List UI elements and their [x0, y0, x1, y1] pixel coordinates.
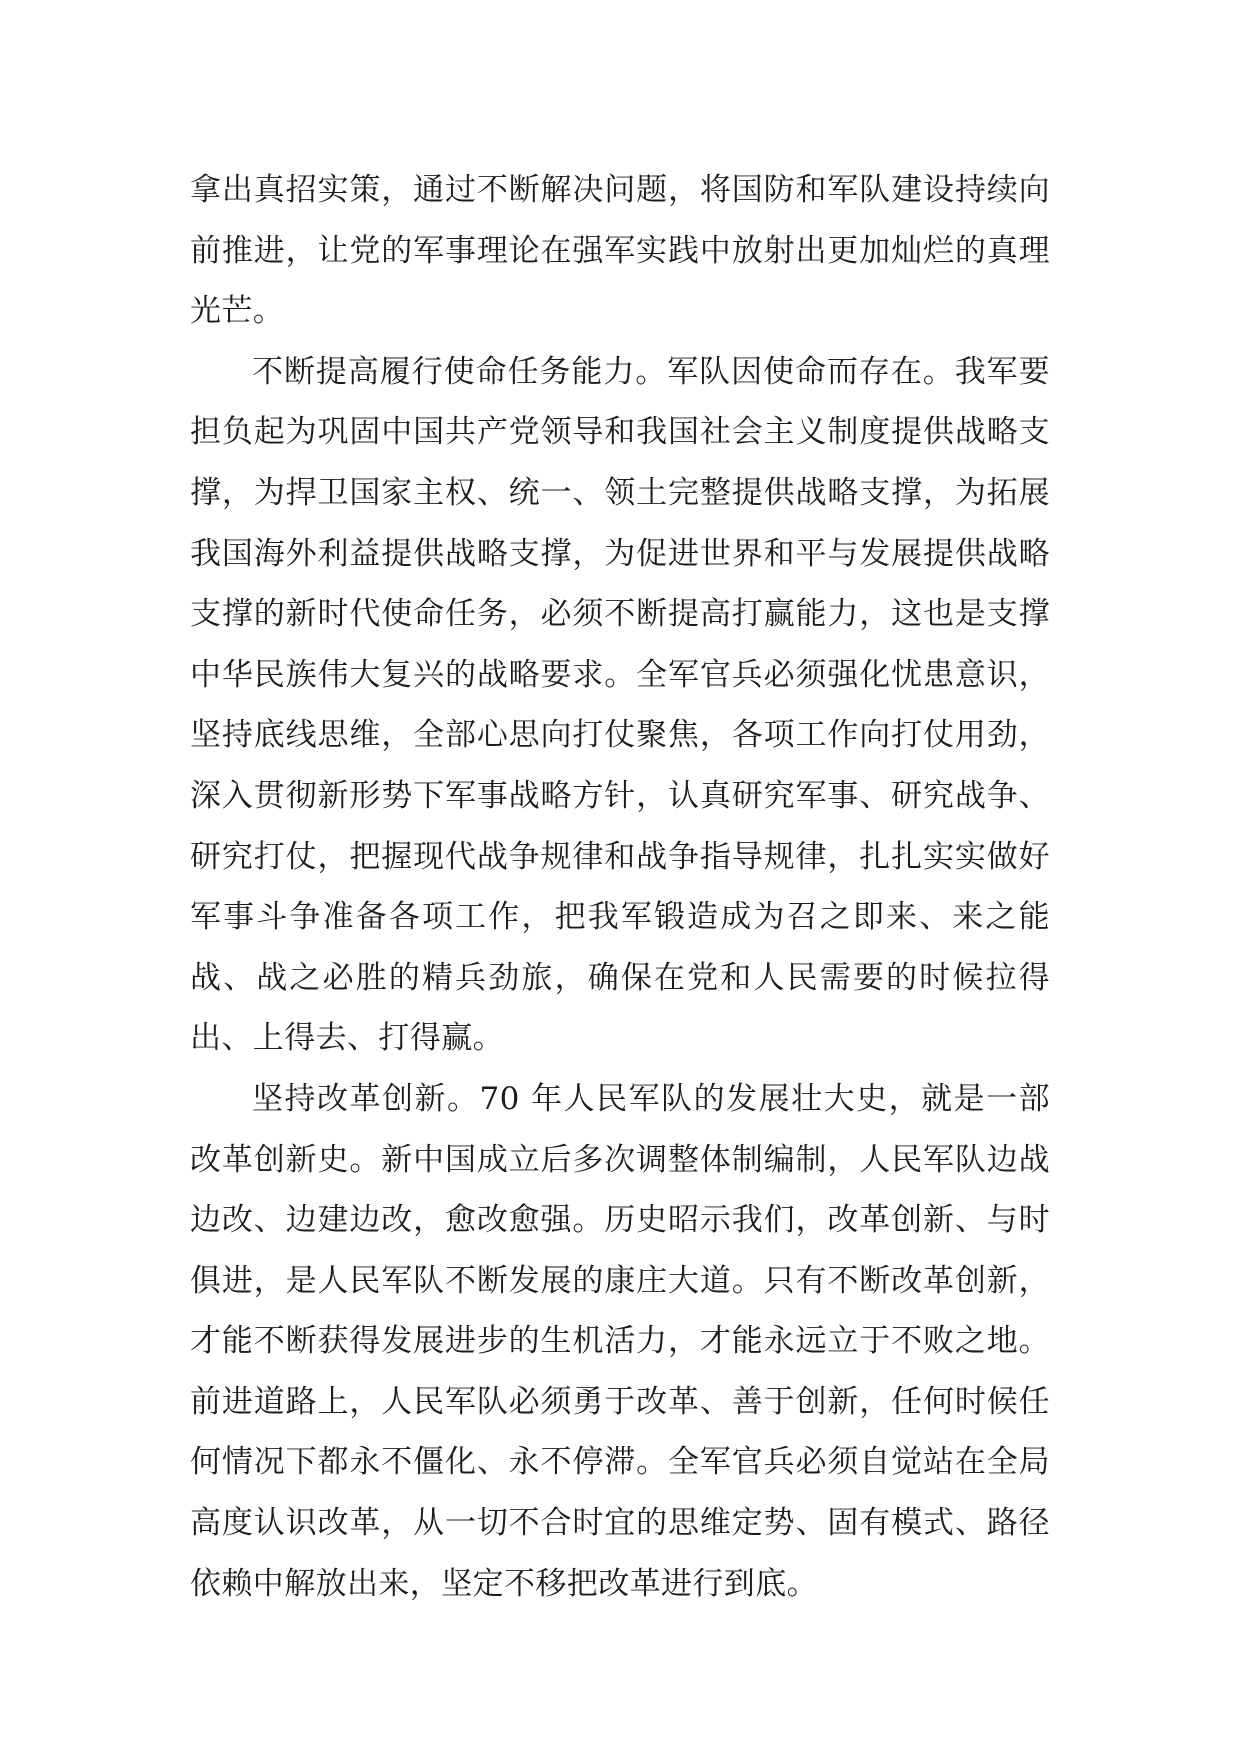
document-body: [190, 160, 1050, 1614]
paragraph-mission-capability: 不断提高履行使命任务能力。军队因使命而存在。我军要担负起为巩固中国共产党领导和我国社会主义制度提供战略支撑，为捍卫国家主权、统一、领土完整提供战略支撑，为拓展我国海外利益提供战略支撑，为促进世界和平与发展提供战略支撑的新时代使命任务，必须不断提高打赢能力，这也是支撑中华民族伟大复兴的战略要求。全军官兵必须强化忧患意识，坚持底线思维，全部心思向打仗聚焦，各项工作向打仗用劲，深入贯彻新形势下军事战略方针，认真研究军事、研究战争、研究打仗，把握现代战争规律和战争指导规律，扎扎实实做好军事斗争准备各项工作，把我军锻造成为召之即来、来之能战、战之必胜的精兵劲旅，确保在党和人民需要的时候拉得出、上得去、打得赢。: [190, 353, 1050, 1057]
paragraph-reform-innovation: 坚持改革创新。70 年人民军队的发展壮大史，就是一部改革创新史。新中国成立后多次调整体制编制，人民军队边战边改、边建边改，愈改愈强。历史昭示我们，改革创新、与时俱进，是人民军队不断发展的康庄大道。只有不断改革创新，才能不断获得发展进步的生机活力，才能永远立于不败之地。前进道路上，人民军队必须勇于改革、善于创新，任何时候任何情况下都永不僵化、永不停滞。全军官兵必须自觉站在全局高度认识改革，从一切不合时宜的思维定势、固有模式、路径依赖中解放出来，坚定不移把改革进行到底。: [190, 1080, 1050, 1602]
paragraph-continuation: 拿出真招实策，通过不断解决问题，将国防和军队建设持续向前推进，让党的军事理论在强军实践中放射出更加灿烂的真理光芒。: [190, 172, 1050, 330]
